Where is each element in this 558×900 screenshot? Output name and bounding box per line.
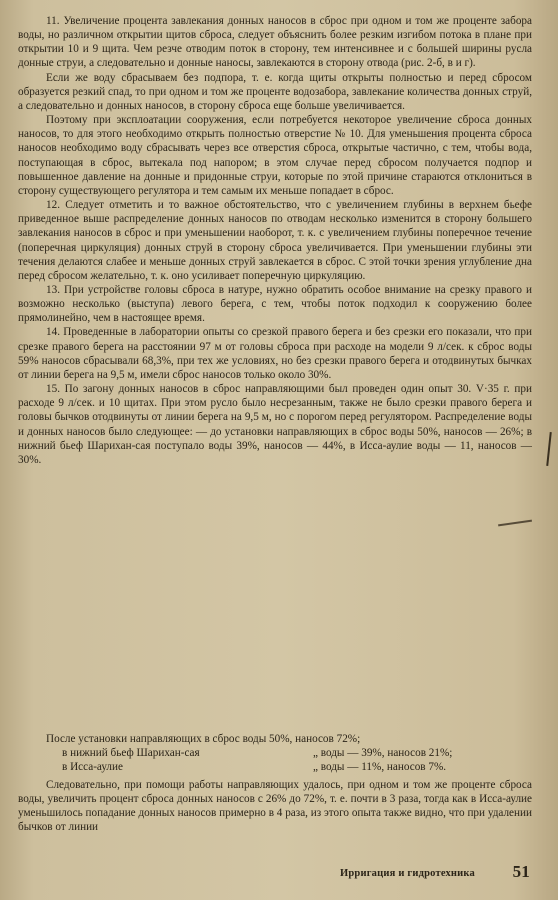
- paragraph-11-cont: Если же воду сбрасываем без подпора, т. е. когда щиты открыты полностью и перед сбросом образуется резкий спад, то при одном и том же проценте водозабора, завлекание количества донных струй, а следовательно и донных наносов, в сторону сброса еще больше увеличивается.: [18, 71, 532, 112]
- body-text-upper: [18, 14, 532, 467]
- table-row: [18, 760, 532, 774]
- table-row-label: в Исса-аулие: [62, 761, 123, 774]
- table-row-value: „ воды — 11%, наносов 7%.: [313, 761, 447, 774]
- paragraph-12: 12. Следует отметить и то важное обстоятельство, что с увеличением глубины в верхнем бьефе приведенное выше распределение донных наносов по отводам несколько изменится в сторону большего завлекания наносов в сброс и при уменьшении наоборот, т. к. с увеличением глубины поперечное течение (поперечная циркуляция) донных струй в сторону сброса увеличивается. При уменьшении глубины эти течения делаются слабее и меньше донных струй завлекается в сброс. С этой точки зрения углубление дна перед сбросом желательно, т. к. оно усиливает поперечную циркуляцию.: [18, 199, 532, 282]
- paragraph-11: 11. Увеличение процента завлекания донных наносов в сброс при одном и том же проценте забора воды, но различном открытии щитов сброса, следует объяснить более резким изгибом потока в плане при открытии 10 и 9 щита. Чем резче отводим поток в сторону, тем интенсивнее и с большей ширины русла донные струи, а следовательно и донные наносы, завлекаются в сторону отвода (рис. 2-б, в и г).: [18, 15, 532, 70]
- guide-results-table: [18, 732, 532, 774]
- paragraph-conclusion: Следовательно, при помощи работы направляющих удалось, при одном и том же проценте сброса воды, увеличить процент сброса донных наносов с 26% до 72%, т. е. почти в 3 раза, тогда как в Исса-аулие уменьшилось попадание донных наносов примерно в 4 раза, из этого опыта также видно, что при удалении бычков от линии: [18, 779, 532, 834]
- paragraph-exploitation: Поэтому при эксплоатации сооружения, если потребуется некоторое увеличение сброса донных наносов, то для этого необходимо открыть полностью отверстие № 10. Для уменьшения процента сброса наносов необходимо воду сбрасывать через все отверстия сброса, открытые частично, с тем, чтобы вода, поступающая в сброс, вытекала под напором; в этом случае перед сбросом получается подпор и повышенное давление на донные и придонные струи, которые по этой причине стараются отклониться в сторону существующего регулятора и тем самым их меньше попадает в сброс.: [18, 114, 532, 197]
- paragraph-13: 13. При устройстве головы сброса в натуре, нужно обратить особое внимание на срезку правого и возможно несколько (выступа) левого берега, с тем, чтобы поток подходил к сооружению более прямолинейно, чем в настоящее время.: [18, 283, 532, 325]
- pencil-underline-mark: [498, 520, 532, 526]
- body-text-lower: [18, 778, 532, 835]
- table-row-value: „ воды — 39%, наносов 21%;: [313, 747, 453, 760]
- page-footer: [340, 862, 530, 881]
- table-title: После установки направляющих в сброс воды 50%, наносов 72%;: [46, 733, 361, 745]
- margin-pencil-mark: [546, 432, 552, 466]
- paragraph-14: 14. Проведенные в лаборатории опыты со срезкой правого берега и без срезки его показали, что при срезке правого берега на расстоянии 97 м от головы сброса при расходе на модели 9 л/сек. к сброс воды 59% наносов сбрасывали 68,3%, при тех же условиях, но без срезки правого берега и отодвинутых бычках от линии берега на 9,5 м, имели сброс наносов только около 30%.: [18, 326, 532, 381]
- page-number: 51: [512, 862, 530, 881]
- paragraph-15: 15. По загону донных наносов в сброс направляющими был проведен один опыт 30. V·35 г. при расходе 9 л/сек. и 10 щитах. При этом русло было несрезанным, также не было срезки правого берега и головы бычков отодвинуты от линии берега на 9,5 м, но с порогом перед регулятором. Распределение воды и донных наносов было следующее: — до установки направляющих в сброс воды 50%, наносов — 26%; в нижний бьеф Шарихан-сая поступало воды 39%, наносов — 44%, в Исса-аулие воды — 11, наносов — 30%.: [18, 383, 532, 466]
- table-title-row: [18, 732, 532, 746]
- table-row-label: в нижний бьеф Шарихан-сая: [62, 747, 200, 760]
- journal-title: Ирригация и гидротехника: [340, 868, 475, 879]
- table-row: [18, 746, 532, 760]
